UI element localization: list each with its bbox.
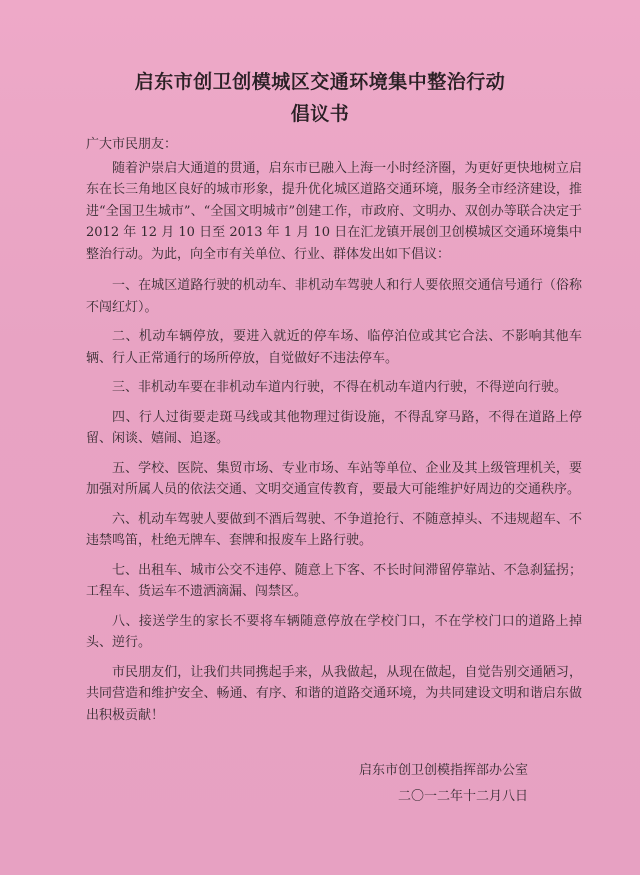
proposal-item-8: 八、接送学生的家长不要将车辆随意停放在学校门口，不在学校门口的道路上掉头、逆行。 [86, 613, 582, 650]
signature-organization: 启东市创卫创模指挥部办公室 [358, 763, 528, 778]
signature-date: 二〇一二年十二月八日 [397, 789, 528, 804]
proposal-item-6: 六、机动车驾驶人要做到不酒后驾驶、不争道抢行、不随意掉头、不违规超车、不违禁鸣笛，杜绝无牌车、套牌和报废车上路行驶。 [86, 511, 582, 548]
salutation: 广大市民朋友： [86, 137, 178, 152]
document-title: 启东市创卫创模城区交通环境集中整治行动 [134, 71, 506, 93]
proposal-item-1: 一、在城区道路行驶的机动车、非机动车驾驶人和行人要依照交通信号通行（俗称不闯红灯）。 [86, 278, 582, 315]
proposal-item-4: 四、行人过街要走斑马线或其他物理过街设施，不得乱穿马路，不得在道路上停留、闲谈、嬉闹、追逐。 [86, 409, 582, 446]
proposal-item-7: 七、出租车、城市公交不违停、随意上下客、不长时间滞留停靠站、不急刹猛拐；工程车、货运车不遗洒滴漏、闯禁区。 [86, 562, 582, 599]
document-subtitle: 倡议书 [290, 103, 350, 125]
proposal-item-2: 二、机动车辆停放，要进入就近的停车场、临停泊位或其它合法、不影响其他车辆、行人正常通行的场所停放，自觉做好不违法停车。 [86, 329, 582, 366]
signature-block [359, 758, 528, 810]
proposal-item-3: 三、非机动车要在非机动车道内行驶，不得在机动车道内行驶，不得逆向行驶。 [112, 380, 568, 395]
intro-paragraph: 随着沪崇启大通道的贯通，启东市已融入上海一小时经济圈，为更好更快地树立启东在长三角地区良好的城市形象，提升优化城区道路交通环境，服务全市经济建设，推进“全国卫生城市”、“全国文明城市”创建工作，市政府、文明办、双创办等联合决定于 2012 年 12 月 10 日至 2013 年 1 月 10 日在汇龙镇开展创卫创模城区交通环境集中整治行动。为此，向全市有关单位、行业、群体发出如下倡议： [86, 160, 582, 262]
proposal-item-5: 五、学校、医院、集贸市场、专业市场、车站等单位、企业及其上级管理机关，要加强对所属人员的依法交通、文明交通宣传教育，要最大可能维护好周边的交通秩序。 [86, 460, 582, 497]
closing-paragraph: 市民朋友们，让我们共同携起手来，从我做起，从现在做起，自觉告别交通陋习，共同营造和维护安全、畅通、有序、和谐的道路交通环境，为共同建设文明和谐启东做出积极贡献！ [86, 664, 582, 723]
document-body [86, 134, 582, 734]
